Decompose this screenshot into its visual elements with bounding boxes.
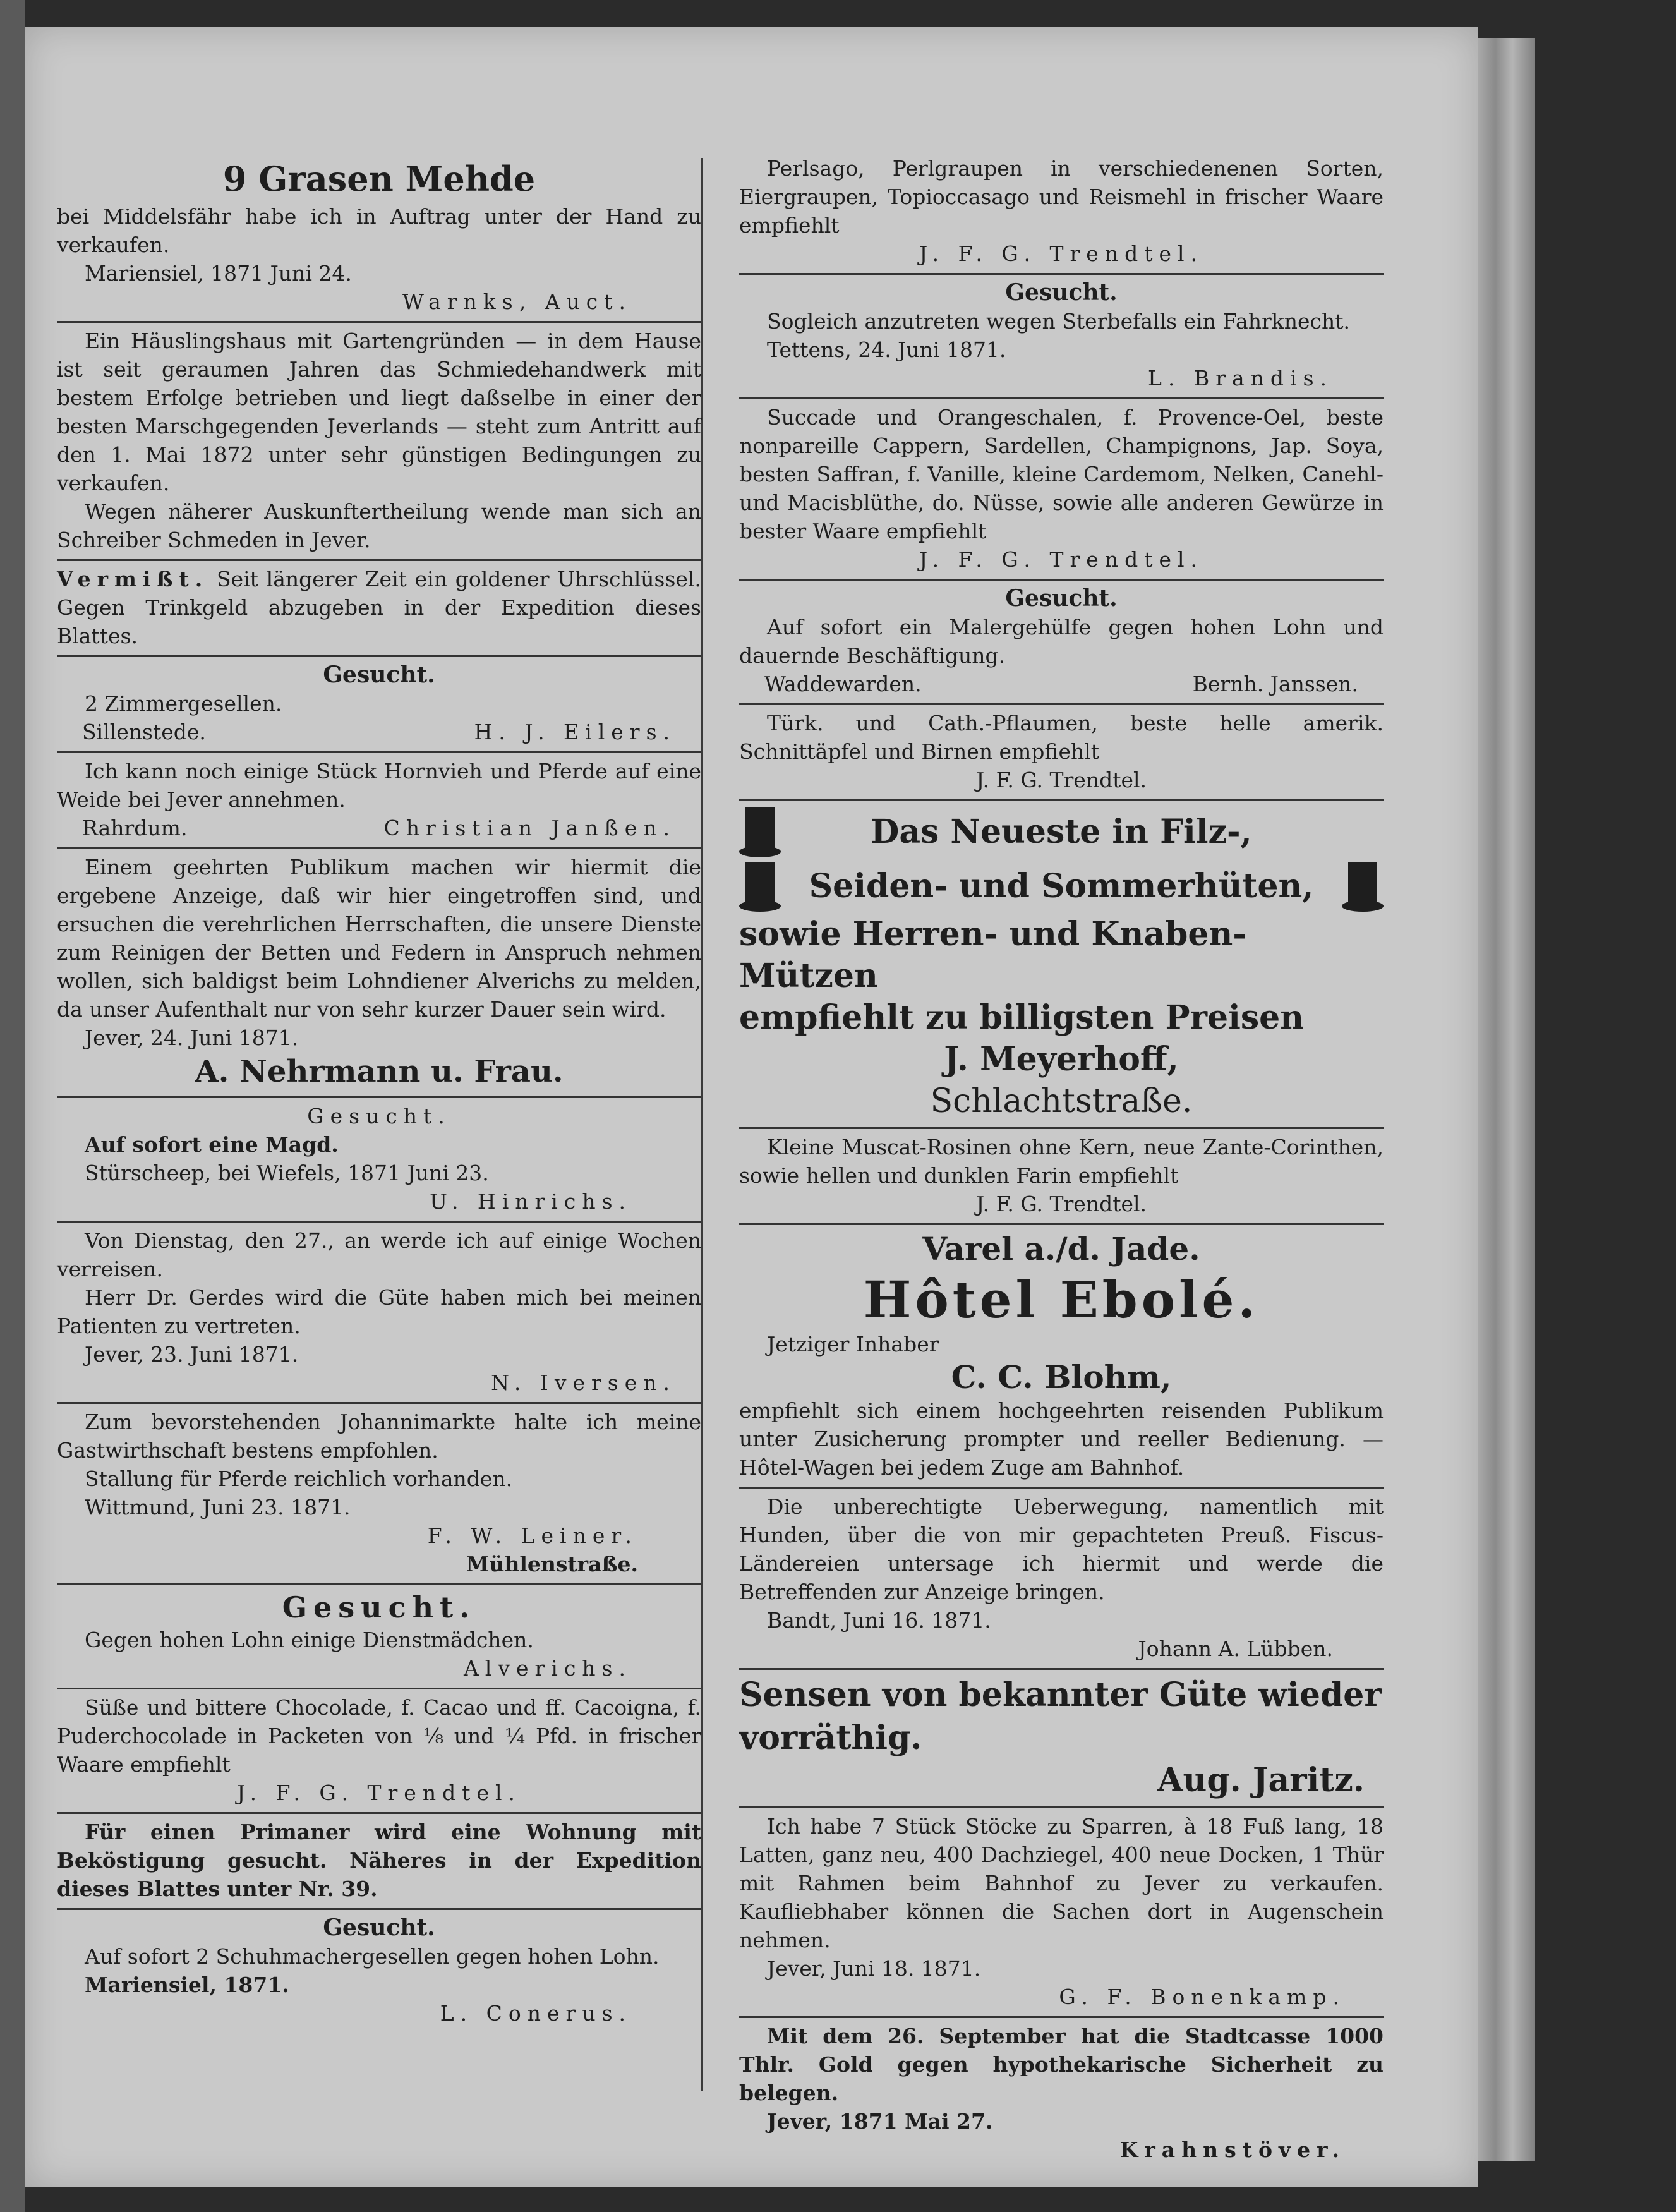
- ad-grasen-mehde: [57, 152, 701, 323]
- ad-body: Succade und Orangeschalen, f. Provence-Oel, beste nonpareille Cappern, Sardellen, Champignons, Jap. Soya, besten Saffran, f. Vanille, kleine Cardemom, Nelken, Canehl- und Macisblüthe, do. Nüsse, sowie alle anderen Gewürze in bester Waare empfiehlt: [739, 405, 1384, 543]
- ad-body: Mit dem 26. September hat die Stadtcasse 1000 Thlr. Gold gegen hypothekarische Sicherheit zu belegen.: [739, 2024, 1384, 2105]
- ad-town: Varel a./d. Jade.: [922, 1230, 1200, 1267]
- ad-place: Sillenstede.: [82, 720, 206, 744]
- ad-headline-2: Seiden- und Sommerhüten,: [809, 867, 1314, 905]
- ad-body: Ich habe 7 Stück Stöcke zu Sparren, à 18 Fuß lang, 18 Latten, ganz neu, 400 Dachziegel, 400 neue Docken, 1 Thür mit Rahmen beim Bahnhof zu Jever zu verkaufen. Kaufliebhaber können die Sachen dort in Augenschein nehmen.: [739, 1814, 1384, 1952]
- ad-place: Wittmund, Juni 23. 1871.: [85, 1495, 351, 1520]
- ad-body: Ein Häuslingshaus mit Gartengründen — in dem Hause ist seit geraumen Jahren das Schmiedehandwerk mit bestem Erfolge betrieben und liegt daßselbe in einer der besten Marschgegenden Jeverlands — steht zum Antritt auf den 1. Mai 1872 unter sehr günstigen Bedingungen zu verkaufen.: [57, 329, 701, 495]
- ad-verreisen: [57, 1223, 701, 1404]
- ad-body-2: Herr Dr. Gerdes wird die Güte haben mich bei meinen Patienten zu vertreten.: [57, 1285, 701, 1338]
- ad-hornvieh: [57, 753, 701, 849]
- ad-body: Türk. und Cath.-Pflaumen, beste helle amerik. Schnittäpfel und Birnen empfiehlt: [739, 711, 1384, 764]
- ad-schuhmacher: [57, 1910, 701, 2033]
- ad-signature: Aug. Jaritz.: [1157, 1761, 1365, 1799]
- ad-title: Gesucht.: [282, 1590, 476, 1624]
- ad-body: Für einen Primaner wird eine Wohnung mit Beköstigung gesucht. Näheres in der Expedition dieses Blattes unter Nr. 39.: [57, 1820, 701, 1901]
- ad-vermisst: [57, 561, 701, 657]
- ad-place: Jever, 24. Juni 1871.: [85, 1025, 299, 1050]
- ad-body-2: Stallung für Pferde reichlich vorhanden.: [85, 1466, 513, 1491]
- ad-signature: A. Nehrmann u. Frau.: [195, 1054, 564, 1089]
- ad-signature: Alverichs.: [463, 1656, 632, 1681]
- ad-place: Stürscheep, bei Wiefels, 1871 Juni 23.: [85, 1161, 489, 1185]
- ad-body: Kleine Muscat-Rosinen ohne Kern, neue Zante-Corinthen, sowie hellen und dunklen Farin empfiehlt: [739, 1135, 1384, 1188]
- top-hat-icon: [739, 859, 781, 914]
- ad-primaner: [57, 1814, 701, 1910]
- ad-signature: J. F. G. Trendtel.: [975, 768, 1147, 792]
- ad-body-2: Wegen näherer Auskunftertheilung wende man sich an Schreiber Schmeden in Jever.: [57, 499, 701, 552]
- left-column: [57, 152, 701, 2033]
- ad-chocolade: [57, 1689, 701, 1814]
- ad-place: Jever, 23. Juni 1871.: [85, 1342, 299, 1367]
- ad-street: Mühlenstraße.: [466, 1552, 638, 1576]
- ad-rosinen: [739, 1129, 1384, 1225]
- ad-body: 2 Zimmergesellen.: [85, 691, 282, 716]
- ad-fahrknecht: [739, 275, 1384, 399]
- ad-sparren: [739, 1808, 1384, 2018]
- ad-place: Waddewarden.: [764, 672, 922, 696]
- ad-signature: J. F. G. Trendtel.: [919, 241, 1204, 266]
- ad-body: bei Middelsfähr habe ich in Auftrag unter der Hand zu verkaufen.: [57, 204, 701, 257]
- ad-street: Schlachtstraße.: [930, 1082, 1193, 1120]
- ad-title: Gesucht.: [1005, 585, 1118, 612]
- ad-haeuslingshaus: [57, 323, 701, 561]
- ad-signature: L. Conerus.: [440, 2001, 632, 2026]
- ad-gewuerze: [739, 399, 1384, 581]
- ad-perlsago: [739, 150, 1384, 275]
- ad-signature: Bernh. Janssen.: [1192, 672, 1358, 696]
- ad-signature: Johann A. Lübben.: [1138, 1636, 1333, 1661]
- ad-pflaumen: [739, 705, 1384, 801]
- ad-signature: L. Brandis.: [1148, 366, 1333, 390]
- ad-signature: G. F. Bonenkamp.: [1059, 1985, 1346, 2009]
- ad-hotel-name: Hôtel Ebolé.: [863, 1270, 1260, 1329]
- ad-body: Sogleich anzutreten wegen Sterbefalls ein Fahrknecht.: [767, 309, 1351, 334]
- right-column: [739, 150, 1384, 2169]
- ad-place: Rahrdum.: [82, 816, 188, 840]
- ad-dienstmaedchen: [57, 1585, 701, 1689]
- ad-malergehuelfe: [739, 581, 1384, 705]
- ad-body: [57, 565, 701, 650]
- ad-body: Einem geehrten Publikum machen wir hiermit die ergebene Anzeige, daß wir hier eingetroffen sind, und ersuchen die verehrlichen Herrschaften, die unsere Dienste zum Reinigen der Betten und Federn in Anspruch nehmen wollen, sich baldigst beim Lohndiener Alverichs zu melden, da unser Aufenthalt nur von sehr kurzer Dauer sein wird.: [57, 855, 701, 1022]
- ad-title: Sensen von bekannter Güte wieder vorräthig.: [739, 1676, 1382, 1757]
- ad-title: Gesucht.: [1005, 279, 1118, 306]
- ad-hotel-ebole: [739, 1225, 1384, 1489]
- ad-title: 9 Grasen Mehde: [222, 159, 536, 199]
- column-rule: [701, 158, 703, 2091]
- ad-title: Gesucht.: [323, 1914, 435, 1941]
- ad-signature: Christian Janßen.: [383, 816, 676, 840]
- ad-signature: H. J. Eilers.: [474, 720, 676, 744]
- ad-magd: [57, 1098, 701, 1223]
- ad-title: Gesucht.: [323, 662, 435, 688]
- ad-body: Ich kann noch einige Stück Hornvieh und Pferde auf eine Weide bei Jever annehmen.: [57, 759, 701, 812]
- ad-body: Zum bevorstehenden Johannimarkte halte ich meine Gastwirthschaft bestens empfohlen.: [57, 1410, 701, 1463]
- top-hat-icon: [739, 805, 781, 859]
- ad-signature: F. W. Leiner.: [427, 1523, 638, 1548]
- book-spine: [0, 0, 25, 2212]
- ad-signature: N. Iversen.: [491, 1370, 676, 1395]
- ad-body: Süße und bittere Chocolade, f. Cacao und ff. Cacoigna, f. Puderchocolade in Packeten von ⅛ und ¼ Pfd. in frischer Waare empfiehlt: [57, 1695, 701, 1777]
- ad-gastwirthschaft: [57, 1404, 701, 1585]
- ad-place: Mariensiel, 1871 Juni 24.: [85, 261, 352, 286]
- ad-hutgeschaeft: [739, 801, 1384, 1129]
- ad-place: Bandt, Juni 16. 1871.: [767, 1608, 991, 1633]
- ad-title: Gesucht.: [307, 1104, 451, 1128]
- ad-body: Perlsago, Perlgraupen in verschiedenenen Sorten, Eiergraupen, Topioccasago und Reismehl in frischer Waare empfiehlt: [739, 156, 1384, 238]
- ad-signature: J. Meyerhoff,: [944, 1040, 1179, 1079]
- ad-headline-4: empfiehlt zu billigsten Preisen: [739, 998, 1305, 1037]
- ad-signature: J. F. G. Trendtel.: [975, 1192, 1147, 1216]
- ad-body: Auf sofort ein Malergehülfe gegen hohen Lohn und dauernde Beschäftigung.: [739, 615, 1384, 668]
- ad-signature: U. Hinrichs.: [430, 1189, 632, 1214]
- ad-body: empfiehlt sich einem hochgeehrten reisenden Publikum unter Zusicherung prompter und reeller Bedienung. — Hôtel-Wagen bei jedem Zuge am Bahnhof.: [739, 1398, 1384, 1480]
- ad-text: Seit längerer Zeit ein goldener Uhrschlüssel. Gegen Trinkgeld abzugeben in der Expedition dieses Blattes.: [57, 567, 701, 648]
- ad-place: Tettens, 24. Juni 1871.: [767, 337, 1006, 362]
- ad-signature: J. F. G. Trendtel.: [236, 1780, 522, 1805]
- ad-betten-reinigen: [57, 849, 701, 1098]
- ad-signature: Warnks, Auct.: [402, 289, 632, 314]
- ad-signature: J. F. G. Trendtel.: [919, 547, 1204, 572]
- ad-place: Mariensiel, 1871.: [85, 1973, 289, 1997]
- ad-body: Auf sofort eine Magd.: [85, 1132, 339, 1157]
- ad-owner: C. C. Blohm,: [951, 1358, 1172, 1396]
- ad-owner-label: Jetziger Inhaber: [767, 1332, 939, 1357]
- ad-headline-1: Das Neueste in Filz-,: [871, 813, 1252, 851]
- ad-signature: Krahnstöver.: [1119, 2137, 1346, 2162]
- ad-stadtcasse: [739, 2018, 1384, 2169]
- ad-body: Gegen hohen Lohn einige Dienstmädchen.: [85, 1628, 534, 1652]
- ad-sensen: [739, 1670, 1384, 1808]
- ad-place: Jever, 1871 Mai 27.: [767, 2109, 993, 2134]
- ad-body: Die unberechtigte Ueberwegung, namentlich mit Hunden, über die von mir gepachteten Preuß. Fiscus-Ländereien untersage ich hiermit und werde die Betreffenden zur Anzeige bringen.: [739, 1494, 1384, 1604]
- top-hat-icon: [1342, 859, 1384, 914]
- ad-body: Von Dienstag, den 27., an werde ich auf einige Wochen verreisen.: [57, 1228, 701, 1281]
- ad-body: Auf sofort 2 Schuhmachergesellen gegen hohen Lohn.: [85, 1944, 660, 1969]
- ad-ueberwegung: [739, 1489, 1384, 1670]
- ad-lead: Vermißt.: [57, 567, 209, 591]
- ad-headline-3: sowie Herren- und Knaben-Mützen: [739, 915, 1246, 995]
- ad-zimmergesellen: [57, 657, 701, 753]
- page-edges: [1478, 38, 1535, 2161]
- ad-place: Jever, Juni 18. 1871.: [767, 1956, 981, 1981]
